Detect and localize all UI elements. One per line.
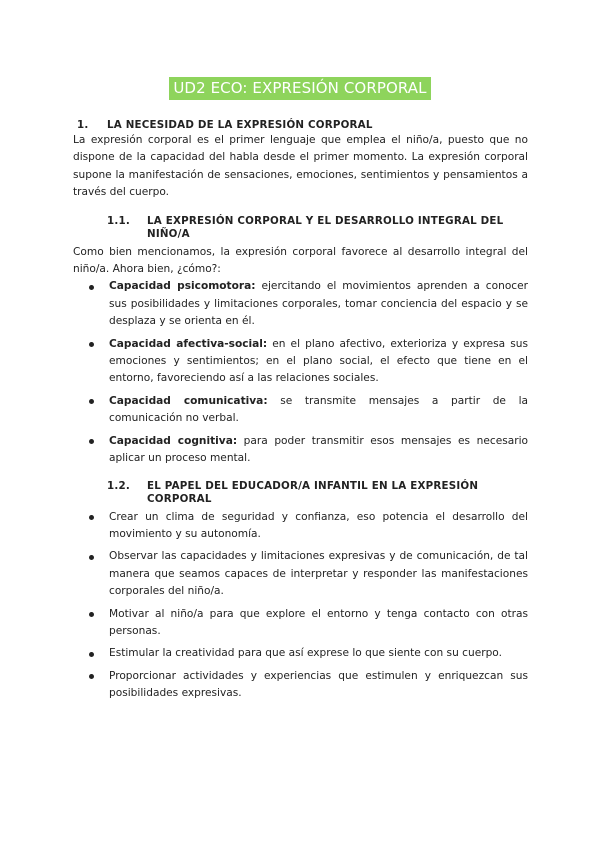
item-text: Crear un clima de seguridad y confianza, eso potencia el desarrollo del movimiento y su autonomía. (109, 510, 528, 540)
bullet-icon (89, 342, 94, 347)
item-text: Estimular la creatividad para que así exprese lo que siente con su cuerpo. (109, 647, 502, 660)
title-wrap (0, 77, 600, 100)
section-1-2-number: 1.2. (107, 479, 130, 492)
item-text: en el plano afectivo, exterioriza y expresa sus emociones y sentimientos; en el plano social, el efecto que tiene en el entorno, favoreciendo así a las relaciones sociales. (109, 337, 529, 385)
bullet-icon (89, 555, 94, 560)
section-1-1-number: 1.1. (107, 214, 130, 227)
bullet-icon (89, 674, 94, 679)
list-item (73, 393, 528, 428)
item-text: para poder transmitir esos mensajes es necesario aplicar un proceso mental. (109, 434, 528, 465)
section-1-title: LA NECESIDAD DE LA EXPRESIÓN CORPORAL (107, 119, 373, 131)
bullet-icon (89, 439, 94, 444)
bullet-icon (89, 652, 94, 657)
list-item (73, 509, 528, 544)
list-item (73, 336, 528, 388)
section-1-number: 1. (77, 119, 89, 131)
section-1-1-title: LA EXPRESIÓN CORPORAL Y EL DESARROLLO INTEGRAL DEL NIÑO/A (147, 214, 504, 240)
bullet-icon (89, 399, 94, 404)
section-1-2-heading (73, 480, 528, 506)
educator-role-list (73, 509, 528, 703)
section-1-paragraph: La expresión corporal es el primer lenguaje que emplea el niño/a, puesto que no dispone de la capacidad del habla desde el primer momento. La expresión corporal supone la manifestación de sensaciones, emociones, sentimientos y pensamientos a través del cuerpo. (73, 134, 528, 199)
item-term: Capacidad afectiva-social: (109, 337, 268, 350)
list-item (73, 278, 528, 330)
item-text: ejercitando el movimientos aprenden a conocer sus posibilidades y limitaciones corporales, tomar conciencia del espacio y se desplaza y se orienta en él. (109, 280, 529, 328)
capacities-list (73, 278, 528, 467)
bullet-icon (89, 285, 94, 290)
bullet-icon (89, 515, 94, 520)
section-1-heading (73, 119, 528, 132)
document-content (73, 119, 528, 703)
bullet-icon (89, 612, 94, 617)
list-item (73, 668, 528, 703)
item-text: se transmite mensajes a partir de la comunicación no verbal. (109, 394, 529, 425)
item-term: Capacidad comunicativa: (109, 394, 268, 407)
list-item (73, 548, 528, 600)
section-1-1-paragraph: Como bien mencionamos, la expresión corporal favorece al desarrollo integral del niño/a. Ahora bien, ¿cómo?: (73, 245, 528, 276)
section-1-2-title: EL PAPEL DEL EDUCADOR/A INFANTIL EN LA EXPRESIÓN CORPORAL (147, 479, 479, 505)
list-item (73, 606, 528, 641)
list-item (73, 645, 528, 662)
list-item (73, 433, 528, 468)
item-text: Proporcionar actividades y experiencias que estimulen y enriquezcan sus posibilidades expresivas. (109, 669, 528, 700)
item-term: Capacidad psicomotora: (109, 280, 256, 293)
document-title: UD2 ECO: EXPRESIÓN CORPORAL (169, 77, 430, 100)
item-term: Capacidad cognitiva: (109, 434, 238, 447)
section-1-1-heading (73, 215, 528, 241)
item-text: Observar las capacidades y limitaciones expresivas y de comunicación, de tal manera que seamos capaces de interpretar y responder las manifestaciones corporales del niño/a. (109, 550, 528, 598)
item-text: Motivar al niño/a para que explore el entorno y tenga contacto con otras personas. (109, 607, 528, 637)
